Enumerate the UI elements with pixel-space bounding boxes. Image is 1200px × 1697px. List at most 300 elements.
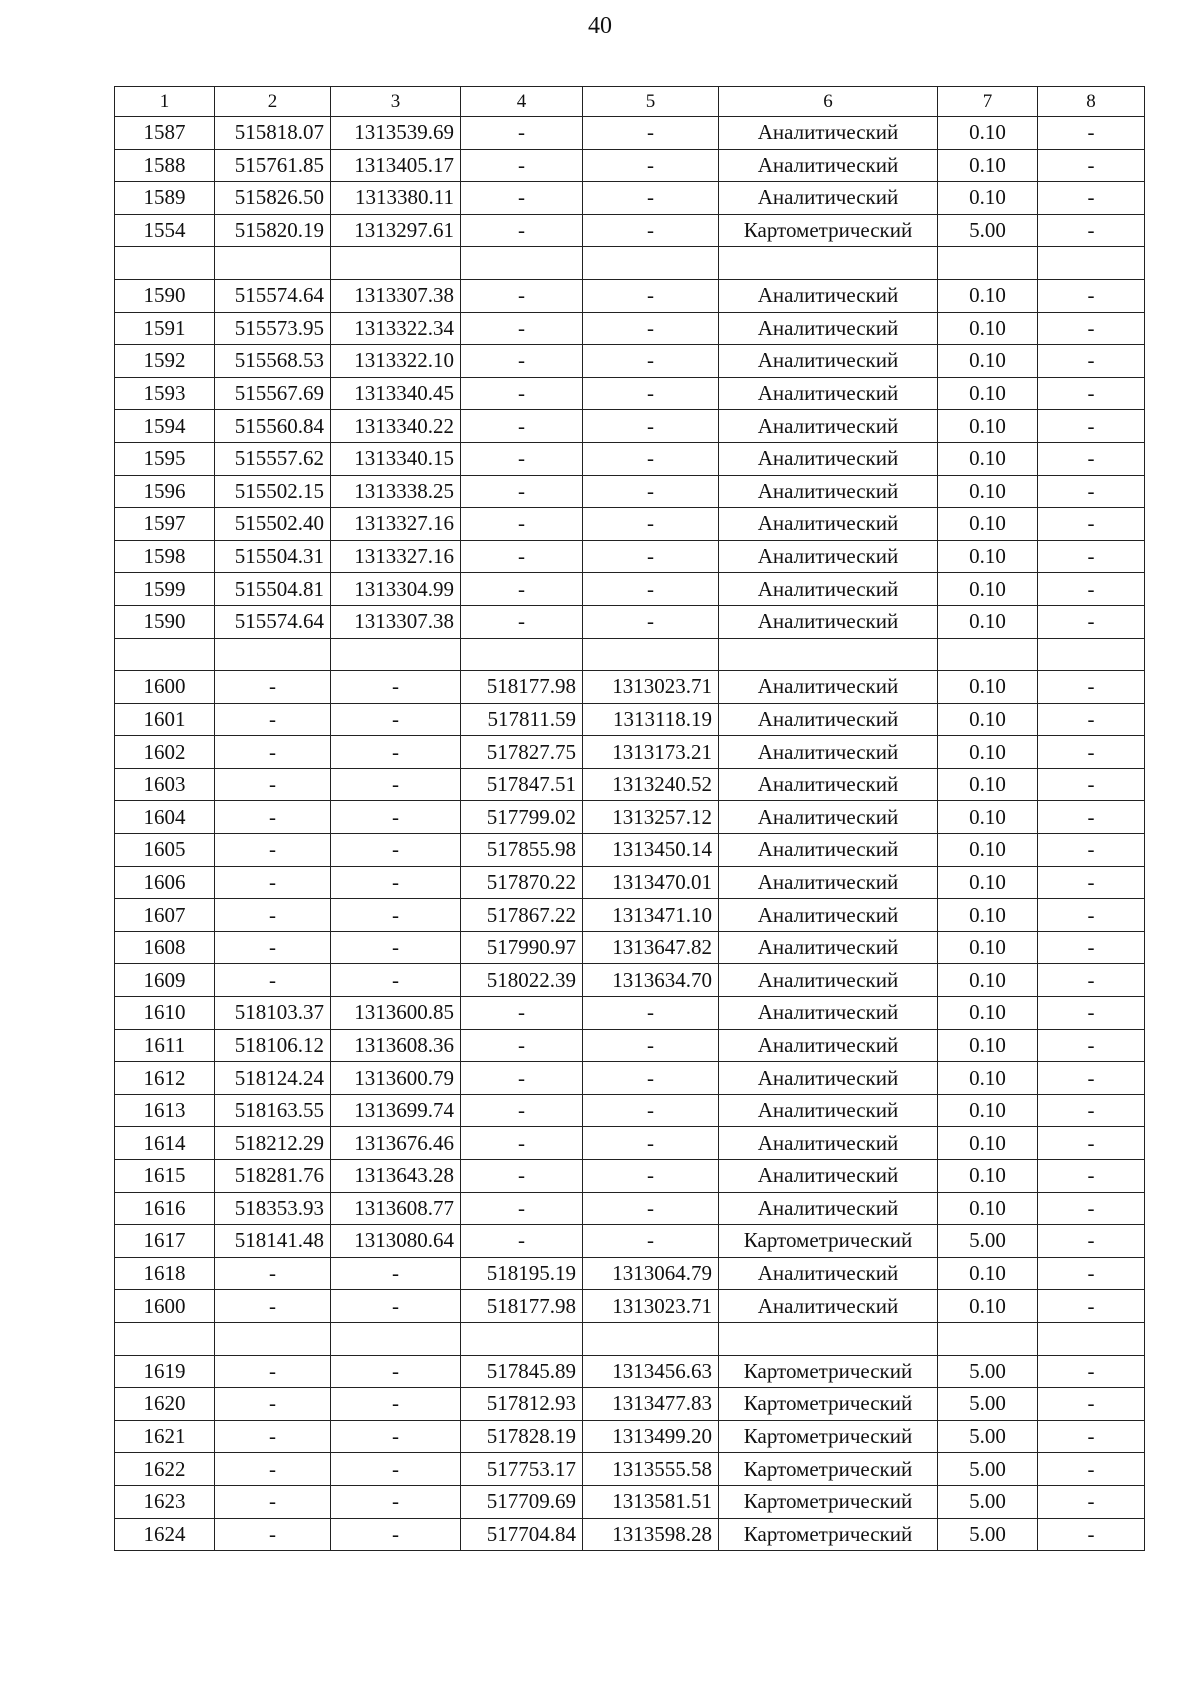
table-cell: -: [583, 442, 719, 475]
table-cell: -: [331, 1485, 461, 1518]
table-cell: 1313257.12: [583, 801, 719, 834]
table-row: [115, 1388, 1145, 1421]
table-cell: 1597: [115, 508, 215, 541]
table-cell: Аналитический: [719, 671, 938, 704]
table-cell: Картометрический: [719, 1355, 938, 1388]
table-cell: 517870.22: [461, 866, 583, 899]
table-row: [115, 1160, 1145, 1193]
table-cell: 517812.93: [461, 1388, 583, 1421]
table-row: [115, 1225, 1145, 1258]
table-cell: 515557.62: [215, 442, 331, 475]
table-cell: 1313380.11: [331, 182, 461, 215]
table-cell: -: [1038, 1453, 1145, 1486]
column-header: 5: [583, 87, 719, 117]
table-cell: -: [461, 149, 583, 182]
table-cell: 1313581.51: [583, 1485, 719, 1518]
table-row: [115, 801, 1145, 834]
table-cell: 0.10: [938, 1257, 1038, 1290]
table-cell: 515820.19: [215, 214, 331, 247]
table-cell: Аналитический: [719, 540, 938, 573]
table-cell: 515761.85: [215, 149, 331, 182]
table-cell: 1313471.10: [583, 899, 719, 932]
table-row: [115, 964, 1145, 997]
table-cell: 517847.51: [461, 768, 583, 801]
table-cell: 1591: [115, 312, 215, 345]
table-cell: [1038, 638, 1145, 671]
table-row: [115, 1094, 1145, 1127]
table-cell: 0.10: [938, 605, 1038, 638]
table-cell: 0.10: [938, 149, 1038, 182]
table-cell: -: [1038, 866, 1145, 899]
table-cell: 518141.48: [215, 1225, 331, 1258]
table-cell: -: [1038, 377, 1145, 410]
table-row: [115, 442, 1145, 475]
table-cell: -: [331, 1420, 461, 1453]
table-cell: [583, 1322, 719, 1355]
table-cell: 1554: [115, 214, 215, 247]
table-cell: Картометрический: [719, 1225, 938, 1258]
table-cell: -: [583, 540, 719, 573]
table-row: [115, 475, 1145, 508]
table-cell: 1601: [115, 703, 215, 736]
table-cell: 1608: [115, 931, 215, 964]
table-cell: Аналитический: [719, 768, 938, 801]
table-cell: -: [461, 540, 583, 573]
table-cell: -: [1038, 1225, 1145, 1258]
table-cell: -: [461, 1160, 583, 1193]
table-cell: -: [1038, 671, 1145, 704]
table-cell: 5.00: [938, 1485, 1038, 1518]
table-cell: -: [331, 866, 461, 899]
table-cell: -: [215, 801, 331, 834]
table-cell: 0.10: [938, 312, 1038, 345]
table-cell: -: [583, 345, 719, 378]
table-cell: 515826.50: [215, 182, 331, 215]
table-cell: 1595: [115, 442, 215, 475]
table-row: [115, 1192, 1145, 1225]
table-cell: -: [1038, 1062, 1145, 1095]
table-cell: 1588: [115, 149, 215, 182]
table-cell: -: [215, 1290, 331, 1323]
table-cell: 0.10: [938, 345, 1038, 378]
table-cell: -: [331, 1290, 461, 1323]
table-row: [115, 1453, 1145, 1486]
table-cell: 1620: [115, 1388, 215, 1421]
table-cell: -: [583, 1127, 719, 1160]
table-cell: -: [331, 1257, 461, 1290]
table-cell: 515818.07: [215, 117, 331, 150]
table-cell: 517799.02: [461, 801, 583, 834]
table-cell: Аналитический: [719, 605, 938, 638]
table-row: [115, 214, 1145, 247]
table-cell: -: [461, 605, 583, 638]
table-cell: [461, 638, 583, 671]
table-cell: -: [215, 1453, 331, 1486]
table-cell: Аналитический: [719, 279, 938, 312]
table-cell: -: [1038, 964, 1145, 997]
column-header: 6: [719, 87, 938, 117]
table-cell: 1621: [115, 1420, 215, 1453]
table-cell: -: [215, 1485, 331, 1518]
table-cell: [331, 247, 461, 280]
table-cell: -: [215, 768, 331, 801]
table-row: [115, 1290, 1145, 1323]
table-cell: 1611: [115, 1029, 215, 1062]
table-cell: 1612: [115, 1062, 215, 1095]
table-cell: Аналитический: [719, 1257, 938, 1290]
table-cell: 1622: [115, 1453, 215, 1486]
table-cell: 0.10: [938, 410, 1038, 443]
table-cell: Аналитический: [719, 736, 938, 769]
table-cell: -: [1038, 605, 1145, 638]
table-cell: Аналитический: [719, 312, 938, 345]
table-cell: -: [1038, 442, 1145, 475]
table-row: [115, 768, 1145, 801]
table-cell: Картометрический: [719, 1388, 938, 1421]
table-cell: 0.10: [938, 1062, 1038, 1095]
table-cell: 1624: [115, 1518, 215, 1551]
table-cell: -: [1038, 1257, 1145, 1290]
table-cell: 1614: [115, 1127, 215, 1160]
table-cell: Картометрический: [719, 214, 938, 247]
table-cell: Аналитический: [719, 899, 938, 932]
table-cell: 1313118.19: [583, 703, 719, 736]
table-cell: 517867.22: [461, 899, 583, 932]
table-cell: 1590: [115, 605, 215, 638]
table-cell: 515560.84: [215, 410, 331, 443]
table-cell: -: [1038, 540, 1145, 573]
page-number: 40: [588, 13, 612, 39]
table-row: [115, 899, 1145, 932]
table-cell: -: [215, 1388, 331, 1421]
table-cell: -: [1038, 703, 1145, 736]
table-cell: 1615: [115, 1160, 215, 1193]
table-cell: -: [1038, 1420, 1145, 1453]
table-cell: 1604: [115, 801, 215, 834]
column-header: 3: [331, 87, 461, 117]
table-cell: [938, 638, 1038, 671]
table-cell: 1605: [115, 834, 215, 867]
table-cell: 1613: [115, 1094, 215, 1127]
table-cell: 517855.98: [461, 834, 583, 867]
table-cell: 518353.93: [215, 1192, 331, 1225]
table-cell: Аналитический: [719, 866, 938, 899]
table-cell: 517828.19: [461, 1420, 583, 1453]
table-cell: -: [461, 442, 583, 475]
table-cell: 517704.84: [461, 1518, 583, 1551]
table-cell: -: [331, 671, 461, 704]
table-cell: 1313600.79: [331, 1062, 461, 1095]
table-cell: -: [583, 475, 719, 508]
table-cell: 1313634.70: [583, 964, 719, 997]
table-cell: -: [583, 1062, 719, 1095]
table-cell: 0.10: [938, 768, 1038, 801]
table-cell: -: [583, 182, 719, 215]
table-cell: 1313322.34: [331, 312, 461, 345]
table-cell: -: [215, 834, 331, 867]
table-cell: 1596: [115, 475, 215, 508]
table-cell: -: [331, 834, 461, 867]
table-cell: [115, 1322, 215, 1355]
table-cell: 515567.69: [215, 377, 331, 410]
table-cell: 518106.12: [215, 1029, 331, 1062]
table-cell: 1313456.63: [583, 1355, 719, 1388]
table-cell: -: [461, 279, 583, 312]
table-cell: Аналитический: [719, 834, 938, 867]
table-cell: 1593: [115, 377, 215, 410]
table-cell: Аналитический: [719, 508, 938, 541]
table-cell: Аналитический: [719, 1290, 938, 1323]
table-cell: 1587: [115, 117, 215, 150]
table-cell: 1313699.74: [331, 1094, 461, 1127]
table-cell: -: [331, 703, 461, 736]
table-cell: 1313340.15: [331, 442, 461, 475]
table-cell: 515502.15: [215, 475, 331, 508]
table-cell: [938, 1322, 1038, 1355]
table-cell: -: [215, 1257, 331, 1290]
table-row: [115, 1127, 1145, 1160]
table-cell: 517811.59: [461, 703, 583, 736]
table-cell: 1610: [115, 997, 215, 1030]
table-cell: 0.10: [938, 442, 1038, 475]
table-cell: 0.10: [938, 1160, 1038, 1193]
table-cell: 5.00: [938, 1225, 1038, 1258]
table-cell: 0.10: [938, 573, 1038, 606]
table-cell: Аналитический: [719, 997, 938, 1030]
table-cell: -: [331, 899, 461, 932]
table-row: [115, 931, 1145, 964]
table-cell: 1313598.28: [583, 1518, 719, 1551]
table-cell: 518177.98: [461, 1290, 583, 1323]
table-cell: [583, 247, 719, 280]
table-cell: Аналитический: [719, 1094, 938, 1127]
table-cell: 1603: [115, 768, 215, 801]
table-cell: 1589: [115, 182, 215, 215]
table-row: [115, 540, 1145, 573]
table-cell: -: [583, 997, 719, 1030]
table-cell: 0.10: [938, 801, 1038, 834]
table-cell: 5.00: [938, 214, 1038, 247]
table-cell: 0.10: [938, 508, 1038, 541]
table-cell: 1590: [115, 279, 215, 312]
table-cell: -: [331, 1388, 461, 1421]
table-cell: -: [461, 410, 583, 443]
table-cell: 1313080.64: [331, 1225, 461, 1258]
column-header: 2: [215, 87, 331, 117]
table-cell: 518022.39: [461, 964, 583, 997]
table-cell: 0.10: [938, 279, 1038, 312]
table-cell: 1313539.69: [331, 117, 461, 150]
table-cell: -: [1038, 1192, 1145, 1225]
table-cell: -: [1038, 834, 1145, 867]
table-cell: -: [583, 279, 719, 312]
table-cell: -: [1038, 997, 1145, 1030]
table-cell: -: [215, 736, 331, 769]
table-cell: -: [583, 1225, 719, 1258]
table-cell: -: [1038, 279, 1145, 312]
table-cell: 5.00: [938, 1355, 1038, 1388]
table-cell: -: [331, 1518, 461, 1551]
table-row: [115, 703, 1145, 736]
table-cell: -: [1038, 345, 1145, 378]
table-cell: -: [215, 1420, 331, 1453]
table-body: [115, 117, 1145, 1551]
table-cell: 517845.89: [461, 1355, 583, 1388]
table-cell: 1602: [115, 736, 215, 769]
table-cell: [719, 638, 938, 671]
table-cell: 5.00: [938, 1518, 1038, 1551]
table-cell: 1594: [115, 410, 215, 443]
table-cell: -: [583, 117, 719, 150]
table-cell: -: [461, 312, 583, 345]
table-cell: -: [583, 410, 719, 443]
table-cell: -: [461, 1029, 583, 1062]
table-cell: -: [583, 1029, 719, 1062]
table-cell: 518124.24: [215, 1062, 331, 1095]
table-cell: -: [583, 508, 719, 541]
table-cell: 1599: [115, 573, 215, 606]
table-cell: -: [215, 899, 331, 932]
table-cell: 0.10: [938, 182, 1038, 215]
table-row: [115, 508, 1145, 541]
table-cell: 0.10: [938, 1127, 1038, 1160]
table-cell: -: [215, 866, 331, 899]
table-cell: -: [331, 768, 461, 801]
table-cell: 1313307.38: [331, 279, 461, 312]
table-cell: Аналитический: [719, 1029, 938, 1062]
table-cell: 1607: [115, 899, 215, 932]
table-cell: -: [583, 573, 719, 606]
table-row: [115, 117, 1145, 150]
table-cell: -: [583, 605, 719, 638]
table-cell: 1598: [115, 540, 215, 573]
table-row: [115, 377, 1145, 410]
table-cell: 1313340.45: [331, 377, 461, 410]
table-cell: 1606: [115, 866, 215, 899]
table-cell: -: [461, 345, 583, 378]
table-cell: 1313450.14: [583, 834, 719, 867]
table-cell: -: [1038, 1094, 1145, 1127]
table-row: [115, 149, 1145, 182]
table-cell: 1313322.10: [331, 345, 461, 378]
table-cell: 0.10: [938, 1192, 1038, 1225]
table-cell: 515568.53: [215, 345, 331, 378]
table-cell: -: [461, 377, 583, 410]
table-cell: Аналитический: [719, 964, 938, 997]
table-cell: 515504.31: [215, 540, 331, 573]
table-cell: -: [1038, 508, 1145, 541]
table-cell: 1313643.28: [331, 1160, 461, 1193]
table-cell: [331, 638, 461, 671]
table-cell: -: [1038, 1160, 1145, 1193]
table-cell: -: [1038, 899, 1145, 932]
separator-row: [115, 247, 1145, 280]
table-cell: -: [1038, 149, 1145, 182]
table-cell: -: [1038, 1518, 1145, 1551]
table-cell: 515573.95: [215, 312, 331, 345]
table-cell: -: [1038, 1388, 1145, 1421]
table-cell: -: [1038, 768, 1145, 801]
table-cell: Аналитический: [719, 377, 938, 410]
table-cell: Аналитический: [719, 117, 938, 150]
table-cell: -: [1038, 1355, 1145, 1388]
table-cell: Аналитический: [719, 475, 938, 508]
table-cell: [115, 247, 215, 280]
table-cell: 1313608.77: [331, 1192, 461, 1225]
table-cell: Картометрический: [719, 1485, 938, 1518]
table-cell: 0.10: [938, 736, 1038, 769]
table-cell: Аналитический: [719, 345, 938, 378]
table-cell: 517990.97: [461, 931, 583, 964]
table-cell: Аналитический: [719, 703, 938, 736]
table-cell: -: [1038, 736, 1145, 769]
table-cell: 0.10: [938, 475, 1038, 508]
table-cell: Аналитический: [719, 442, 938, 475]
table-cell: -: [1038, 1127, 1145, 1160]
table-cell: [461, 1322, 583, 1355]
table-cell: 1313555.58: [583, 1453, 719, 1486]
table-cell: [938, 247, 1038, 280]
table-cell: 1313327.16: [331, 540, 461, 573]
table-cell: 1313064.79: [583, 1257, 719, 1290]
table-cell: [461, 247, 583, 280]
table-row: [115, 997, 1145, 1030]
table-cell: -: [331, 964, 461, 997]
table-cell: 0.10: [938, 703, 1038, 736]
table-cell: -: [461, 508, 583, 541]
table-cell: 518177.98: [461, 671, 583, 704]
table-cell: -: [461, 1192, 583, 1225]
table-row: [115, 866, 1145, 899]
table-cell: 1592: [115, 345, 215, 378]
table-cell: -: [215, 703, 331, 736]
table-cell: 0.10: [938, 964, 1038, 997]
table-cell: 0.10: [938, 671, 1038, 704]
table-cell: -: [331, 931, 461, 964]
table-cell: 1313338.25: [331, 475, 461, 508]
table-header-row: [115, 87, 1145, 117]
table-cell: 1313297.61: [331, 214, 461, 247]
table-row: [115, 279, 1145, 312]
table-cell: [1038, 247, 1145, 280]
table-cell: 1313173.21: [583, 736, 719, 769]
table-cell: -: [1038, 182, 1145, 215]
table-cell: 0.10: [938, 997, 1038, 1030]
table-row: [115, 182, 1145, 215]
table-cell: 5.00: [938, 1388, 1038, 1421]
table-cell: -: [461, 117, 583, 150]
table-cell: 1313023.71: [583, 1290, 719, 1323]
table-cell: -: [461, 475, 583, 508]
table-cell: 1313304.99: [331, 573, 461, 606]
separator-row: [115, 638, 1145, 671]
table-cell: Картометрический: [719, 1453, 938, 1486]
table-cell: -: [461, 573, 583, 606]
table-cell: 1600: [115, 671, 215, 704]
table-cell: -: [331, 736, 461, 769]
table-cell: 1313608.36: [331, 1029, 461, 1062]
table-cell: 0.10: [938, 1029, 1038, 1062]
column-header: 1: [115, 87, 215, 117]
table-cell: 1618: [115, 1257, 215, 1290]
table-cell: 0.10: [938, 117, 1038, 150]
table-cell: [215, 247, 331, 280]
table-cell: 0.10: [938, 834, 1038, 867]
table-row: [115, 1257, 1145, 1290]
column-header: 7: [938, 87, 1038, 117]
table-cell: 518281.76: [215, 1160, 331, 1193]
table-cell: -: [461, 182, 583, 215]
